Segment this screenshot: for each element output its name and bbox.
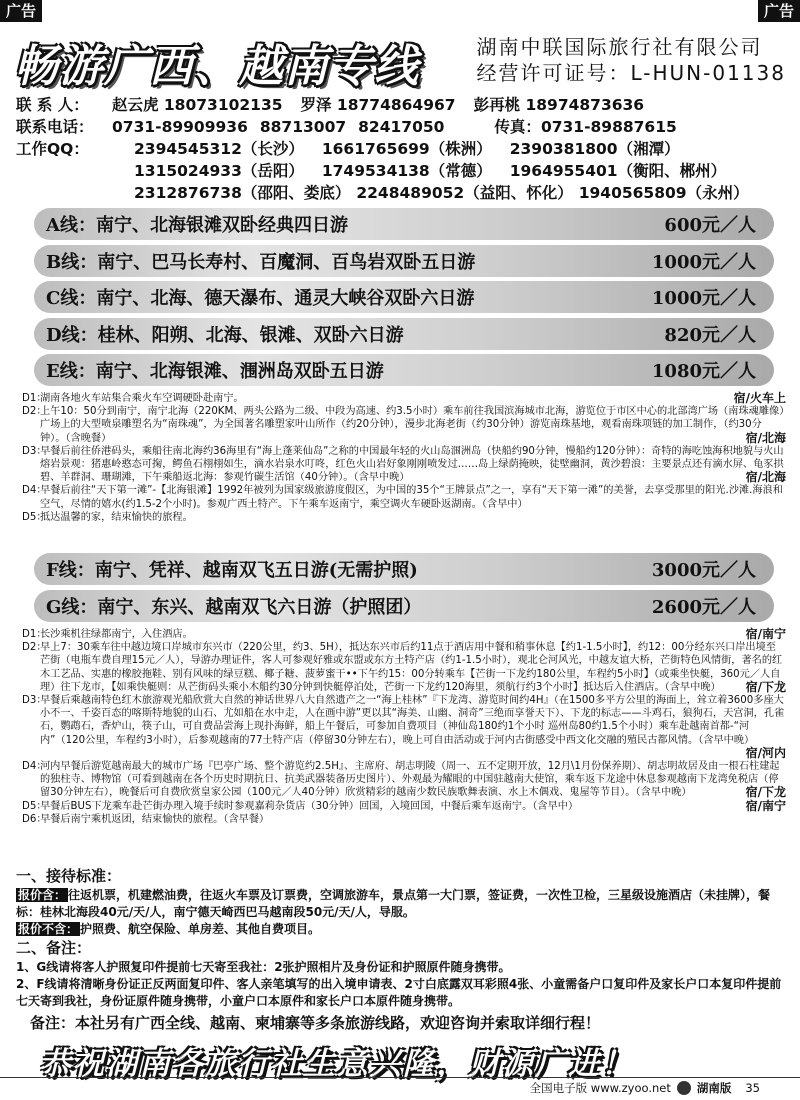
itinerary-day [22,641,786,694]
route-name: G线：南宁、东兴、越南双飞六日游（护照团） [46,596,422,618]
itinerary-day [22,405,786,445]
day-label: D5： [22,800,47,812]
phone-number: 0731-89909936 [112,118,248,136]
route-name: B线：南宁、巴马长寿村、百魔洞、百鸟岩双卧五日游 [46,251,476,273]
contact-section [16,94,790,204]
day-label: D5： [22,511,47,523]
phone-number: 82417050 [358,118,445,136]
day-text: 长沙乘机往绿都南宁，入住酒店。 [40,629,193,640]
contact-person-label: 联 系 人： [16,96,89,114]
contact-phones-row [16,116,790,138]
route-price: 1080元／人 [651,361,756,382]
phone-label: 联系电话： [16,118,94,136]
route-list-b [34,553,774,626]
slogan: 恭祝湖南各旅行社生意兴隆，财源广进！ [40,1046,634,1082]
day-label: D4： [22,761,47,773]
excluded-label: 报价不含： [18,922,79,936]
site-url: 全国电子版 www.zyoo.net [529,1081,671,1095]
day-text: 早餐后乘越南特色红木旅游观光船欣赏大自然的神话世界八大自然遗产之一“海上桂林”『下龙湾、游览时间约4H』（在1500多平方公里的海面上，耸立着3600多座大小不一、千姿百态的喀斯特地貌的山石、尤如船在水中走，人在画中游”更以其“海美、山幽、洞奇”三绝而享誉天下）、下龙的标志——斗鸡石，狼狗石，天宫洞，孔雀石，鹦鹉石，香炉山，筷子山，可自费品尝海上现扑海鲜，船上午餐后，可参加自费项目（神仙岛180约1个小时 巡州岛80约1.5个小时）乘车赴越南首都-“河内”（120公里，车程约3小时），后参观越南的77土特产店（停留30分钟左右），晚上可自由活动或于河内古街感受中西文化交融的殖民古都风情。（含早中晚） [40,695,785,746]
route-bar-f [34,553,774,585]
itinerary-day [22,392,786,405]
contact-person: 罗泽 18774864967 [300,96,456,114]
route-bar-b [34,245,774,277]
stay-location: 宿/火车上 [733,391,786,405]
day-text: 抵达温馨的家，结束愉快的旅程。 [40,511,193,523]
excluded-text: 护照费、航空保险、单房差、其他自费项目。 [80,922,321,936]
itinerary-day [22,760,786,800]
qq-number: 1315024933（岳阳） [134,162,304,180]
included-text: 往返机票，机建燃油费，往返火车票及订票费，空调旅游车，景点第一大门票，签证费，一次性卫检，三星级设施酒店（未挂牌），餐标：桂林北海段40元/天/人，南宁德天崎西巴马越南段50元/天/人，导服。 [16,888,771,919]
route-list-a [34,208,774,391]
contact-persons-row [16,94,790,116]
stay-location: 宿/南宁 [745,798,786,813]
stay-location: 宿/河内 [745,745,786,760]
notes-heading: 二、备注： [16,939,92,957]
standards-section [16,868,786,1010]
day-text: 早餐后前往侨港码头，乘船往南北海约36海里有“海上蓬莱仙岛”之称的中国最年轻的火山岛涠洲岛（快船约90分钟，慢船约120分钟）：奇特的海吃蚀海积地貌与火山熔岩景观：猪惠岭憨态可掬，鳄鱼石栩栩如生，滴水岩泉水叮咚，红色火山岩好象刚刚喷发过……岛上绿荫掩映，徒壁幽洞，黄沙碧浪：主要景点还有滴水屏、龟豕拱碧、羊群洞、珊瑚滩，下午乘船返北海：参观竹碳生活馆（40分钟）。（含早中晚） [40,445,784,484]
page-number: 35 [745,1081,760,1095]
stay-location: 宿/北海 [745,470,786,485]
included-label: 报价含： [18,888,67,902]
route-bar-g [34,590,774,622]
route-bar-c [34,281,774,313]
stay-location: 宿/南宁 [745,627,786,641]
itinerary-day [22,445,786,485]
edition-name: 湖南版 [696,1081,732,1095]
itinerary-e [22,392,786,524]
qq-number: 2390381800（湘潭） [509,140,680,158]
price-included [16,887,786,921]
qq-number: 2312876738（邵阳、娄底） [134,184,351,202]
itinerary-day [22,511,786,524]
day-text: 早餐后南宁乘机返团，结束愉快的旅程。（含早餐） [40,813,270,825]
fax-label: 传真： [494,118,541,136]
route-price: 600元／人 [664,215,756,236]
phone-number: 88713007 [259,118,347,136]
price-excluded [16,921,786,938]
contact-person: 赵云虎 18073102135 [112,96,283,114]
day-text: 上午10：50分到南宁，南宁北海（220KM、两头公路为二级、中段为高速、约3.5小时）乘车前往我国滨海城市北海，游览位于市区中心的北部湾广场（南珠魂雕像）广场上的大型喷泉雕塑名为“南珠魂”，为全国著名雕塑家叶山所作（约20分钟），漫步北海老街（约30分钟）游览南珠基地，观看南珠项链的加工制作，（约30分钟）。（含晚餐） [40,406,785,444]
note-item: 2、F线请将清晰身份证正反两面复印件、客人亲笔填写的出入境申请表、2寸白底露双耳彩照4张、小童需备户口复印件及家长户口本复印件提前七天寄到我社，身份证原件随身携带，小童户口本原件和家长户口本原件随身携带。 [16,977,782,1008]
day-label: D2： [22,406,47,418]
stay-location: 宿/下龙 [745,785,786,800]
route-bar-e [34,354,774,386]
company-block [477,34,787,86]
route-bar-d [34,318,774,350]
day-label: D3： [22,445,47,457]
itinerary-day [22,800,786,813]
route-price: 820元／人 [664,324,756,346]
page-header [14,28,786,90]
day-text: 早餐后BUS下龙乘车赴芒街办理入境手续时参观嘉莉杂货店（30分钟）回国，入境回国，中餐后乘车返南宁。（含早中） [40,800,579,812]
footer-divider [0,1077,800,1078]
day-text: 湖南各地火车站集合乘火车空调硬卧赴南宁。 [40,393,244,404]
day-label: D3： [22,695,47,707]
day-label: D4： [22,485,47,497]
route-name: D线：桂林、阳朔、北海、银滩、双卧六日游 [46,324,404,346]
route-price: 3000元／人 [651,560,756,581]
qq-number: 1940565809（永州） [578,184,749,202]
note-item: 1、G线请将客人护照复印件提前七天寄至我社：2张护照相片及身份证和护照原件随身携带。 [16,960,511,974]
ad-tag-right: 广告 [758,0,800,22]
fax-number: 0731-89887615 [540,118,677,136]
qq-number: 2248489052（益阳、怀化） [356,184,573,202]
company-name: 湖南中联国际旅行社有限公司 [476,35,763,59]
footer-note: 备注：本社另有广西全线、越南、柬埔寨等多条旅游线路，欢迎咨询并索取详细行程！ [30,1014,601,1032]
qq-row [16,160,790,182]
qq-label: 工作QQ： [16,140,89,158]
itinerary-g [22,628,786,826]
page-title: 畅游广西、越南专线 [14,41,419,92]
day-label: D2： [22,642,47,654]
qq-row [16,182,790,204]
route-price: 2600元／人 [651,596,756,618]
day-text: 早餐后前往“天下第一滩”-【北海银滩】1992年被列为国家级旅游度假区，为中国的35个“王牌景点”之一，享有“天下第一滩”的美誉，去享受那里的阳光.沙滩.海浪和空气，尽情的嬉水(约1.5-2个小时)。参观广西土特产。下午乘车返南宁，乘空调火车硬卧返湖南。（含早中） [40,485,783,510]
itinerary-day [22,484,786,510]
ad-tag-left: 广告 [0,0,42,22]
qq-number: 1661765699（株洲） [321,140,492,158]
itinerary-day [22,813,786,826]
day-label: D6： [22,813,47,825]
route-name: E线：南宁、北海银滩、涠洲岛双卧五日游 [46,361,384,382]
license-number: 经营许可证号：L-HUN-01138 [476,61,786,85]
route-bar-a [34,208,774,240]
route-name: F线：南宁、凭祥、越南双飞五日游(无需护照) [46,560,418,581]
route-price: 1000元／人 [651,251,756,273]
day-text: 早上7：30乘车往中越边境口岸城市东兴市（220公里，约3、5H），抵达东兴市后约11点于酒店用中餐和稍事休息【约1-1.5小时】，约12：00分经东兴口岸出境至芒街（电瓶车费自理15元／人），导游办理证件，客人可参观好雅或东盟或东方土特产店（约1-1.5小时），观北仑河风光，中越友谊大桥，芒街特色风情街，著名的红木工艺品、实惠的橡胶拖鞋、别有风味的绿豆糕、椰子糖、菠萝蜜干••下午约15：00分转乘车【芒街一下龙约180公里，车程约5小时】（或乘坐快艇，360元／人自理）往下龙市，【如乘快艇则：从芒街码头乘小木船约30分钟到快艇停泊处，芒街一下龙约120海里，须航行约3个小时】抵达后入住酒店。（含早中晚） [40,642,783,693]
qq-number: 2394545312（长沙） [134,140,304,158]
edition-logo-icon [677,1081,691,1095]
stay-location: 宿/下龙 [745,679,786,694]
standards-heading: 一、接待标准： [16,867,122,885]
qq-row [16,138,790,160]
qq-number: 1964955401（衡阳、郴州） [509,162,727,180]
route-price: 1000元／人 [651,288,756,309]
page-footer [530,1080,760,1096]
itinerary-day [22,628,786,641]
route-name: A线：南宁、北海银滩双卧经典四日游 [46,215,348,236]
itinerary-day [22,694,786,760]
day-text: 河内早餐后游览越南最大的城市广场『巴亭广场、整个游览约2.5H』、主席府、胡志明陵（周一、五不定期开放，12月\1月份保养期）、胡志明故居及由一根石柱建起的独柱寺、博物馆（可看到越南在各个历史时期抗日、抗美武器装备历史图片）、外观最为耀眼的中国驻越南大使馆，乘车返下龙途中休息参观越南下龙湾免税店（停留30分钟左右），晚餐后可自费欣赏皇家公园（100元／人40分钟）欣赏精彩的越南少数民族歌舞表演、水上木偶戏、鬼屋等节目）。（含早中晚） [40,761,780,799]
day-label: D1： [22,629,47,640]
contact-person: 彭再桃 18974873636 [473,96,645,114]
stay-location: 宿/北海 [745,430,786,445]
qq-number: 1749534138（常德） [321,162,492,180]
route-name: C线：南宁、北海、德天瀑布、通灵大峡谷双卧六日游 [46,288,475,309]
day-label: D1： [22,393,47,404]
